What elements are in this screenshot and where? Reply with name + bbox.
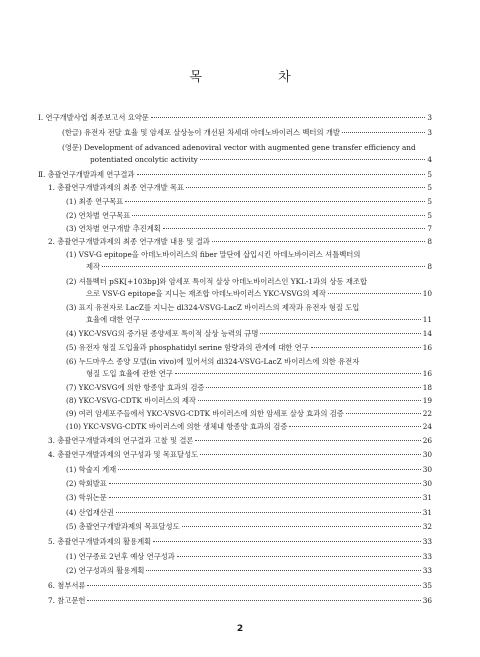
toc-entry[interactable]: (5) 유전자 형질 도입율과 phosphatidyl serine 함량과의 관계에 대한 연구 16 bbox=[66, 343, 432, 352]
toc-entry[interactable]: (1) 연구종료 2년후 예상 연구성과 33 bbox=[66, 552, 432, 561]
toc-entry[interactable]: (3) 연차별 연구개발 추진계획 7 bbox=[66, 224, 432, 233]
toc-entry[interactable]: Ⅱ. 총괄연구개발과제 연구결과 5 bbox=[38, 170, 432, 179]
toc-entry[interactable]: (한글) 유전자 전달 효율 및 암세포 살상능이 개선된 차세대 아데노바이러스 벡터의 개발 3 bbox=[62, 128, 432, 137]
toc-entry[interactable]: (영문) Development of advanced adenoviral vector with augmented gene transfer efficiency and bbox=[62, 143, 416, 152]
toc-entry-continuation[interactable]: 형질 도입 효율에 관한 연구 16 bbox=[86, 369, 432, 378]
toc-entry[interactable]: (5) 총괄연구개발과제의 목표달성도 32 bbox=[66, 522, 432, 531]
toc-entry[interactable]: (3) 학위논문 31 bbox=[66, 493, 432, 502]
toc-entry[interactable]: Ⅰ. 연구개발사업 최종보고서 요약문 3 bbox=[38, 113, 432, 122]
toc-entry[interactable]: 5. 총괄연구개발과제의 활용계획 33 bbox=[48, 537, 432, 546]
toc-entry-continuation[interactable]: potentiated oncolytic activity 4 bbox=[90, 155, 432, 164]
toc-entry[interactable]: (10) YKC-VSVG-CDTK 바이러스에 의한 생체내 항종양 효과의 검증 24 bbox=[66, 422, 432, 431]
toc-entry[interactable]: (2) 셔틀벡터 pSK[+103bp]와 암세포 특이적 살상 아데노바이러스인 YKL-1과의 상동 재조합 bbox=[66, 277, 367, 286]
toc-entry[interactable]: (2) 연구성과의 활용계획 33 bbox=[66, 566, 432, 575]
page-title: 목 차 bbox=[189, 70, 327, 85]
toc-entry[interactable]: 3. 총괄연구개발과제의 연구결과 고찰 및 결론 26 bbox=[48, 436, 432, 445]
toc-entry-continuation[interactable]: 제작 8 bbox=[86, 262, 432, 271]
toc-entry[interactable]: (2) 학회발표 30 bbox=[66, 479, 432, 488]
toc-entry[interactable]: (7) YKC-VSVG에 의한 항종양 효과의 검증 18 bbox=[66, 383, 432, 392]
toc-entry[interactable]: (8) YKC-VSVG-CDTK 바이러스의 제작 19 bbox=[66, 396, 432, 405]
toc-entry[interactable]: (6) 누드마우스 종양 모델(in vivo)에 있어서의 dl324-VSVG-LacZ 바이러스에 의한 유전자 bbox=[66, 357, 360, 366]
toc-entry[interactable]: (1) VSV-G epitope을 아데노바이러스의 fiber 말단에 삽입시킨 아데노바이러스 셔틀벡터의 bbox=[66, 250, 361, 259]
toc-entry[interactable]: 2. 총괄연구개발과제의 최종 연구개발 내용 및 결과 8 bbox=[48, 237, 432, 246]
toc-entry[interactable]: (4) YKC-VSVG의 증가된 종양세포 특이적 살상 능력의 규명 14 bbox=[66, 329, 432, 338]
toc-entry[interactable]: (4) 산업재산권 31 bbox=[66, 508, 432, 517]
toc-entry-continuation[interactable]: 으로 VSV-G epitope을 지니는 재조합 아데노바이러스 YKC-VSVG의 제작 10 bbox=[86, 289, 432, 298]
toc-entry[interactable]: 4. 총괄연구개발과제의 연구성과 및 목표달성도 30 bbox=[48, 450, 432, 459]
toc-entry[interactable]: (2) 연차별 연구목표 5 bbox=[66, 211, 432, 220]
toc-entry[interactable]: (1) 학술지 게재 30 bbox=[66, 465, 432, 474]
toc-entry[interactable]: (9) 여러 암세포주들에서 YKC-VSVG-CDTK 바이러스에 의한 암세포 살상 효과의 검증 22 bbox=[66, 409, 432, 418]
toc-entry[interactable]: 6. 첨부서류 35 bbox=[48, 581, 432, 590]
toc-entry[interactable]: 7. 참고문헌 36 bbox=[48, 596, 432, 605]
page-number: 2 bbox=[236, 624, 244, 634]
toc-entry[interactable]: (3) 표지 유전자로 LacZ를 지니는 dl324-VSVG-LacZ 바이러스의 제작과 유전자 형질 도입 bbox=[66, 303, 360, 312]
toc-entry[interactable]: 1. 총괄연구개발과제의 최종 연구개발 목표 5 bbox=[48, 183, 432, 192]
toc-entry-continuation[interactable]: 효율에 대한 연구 11 bbox=[86, 315, 432, 324]
toc-entry[interactable]: (1) 최종 연구목표 5 bbox=[66, 197, 432, 206]
